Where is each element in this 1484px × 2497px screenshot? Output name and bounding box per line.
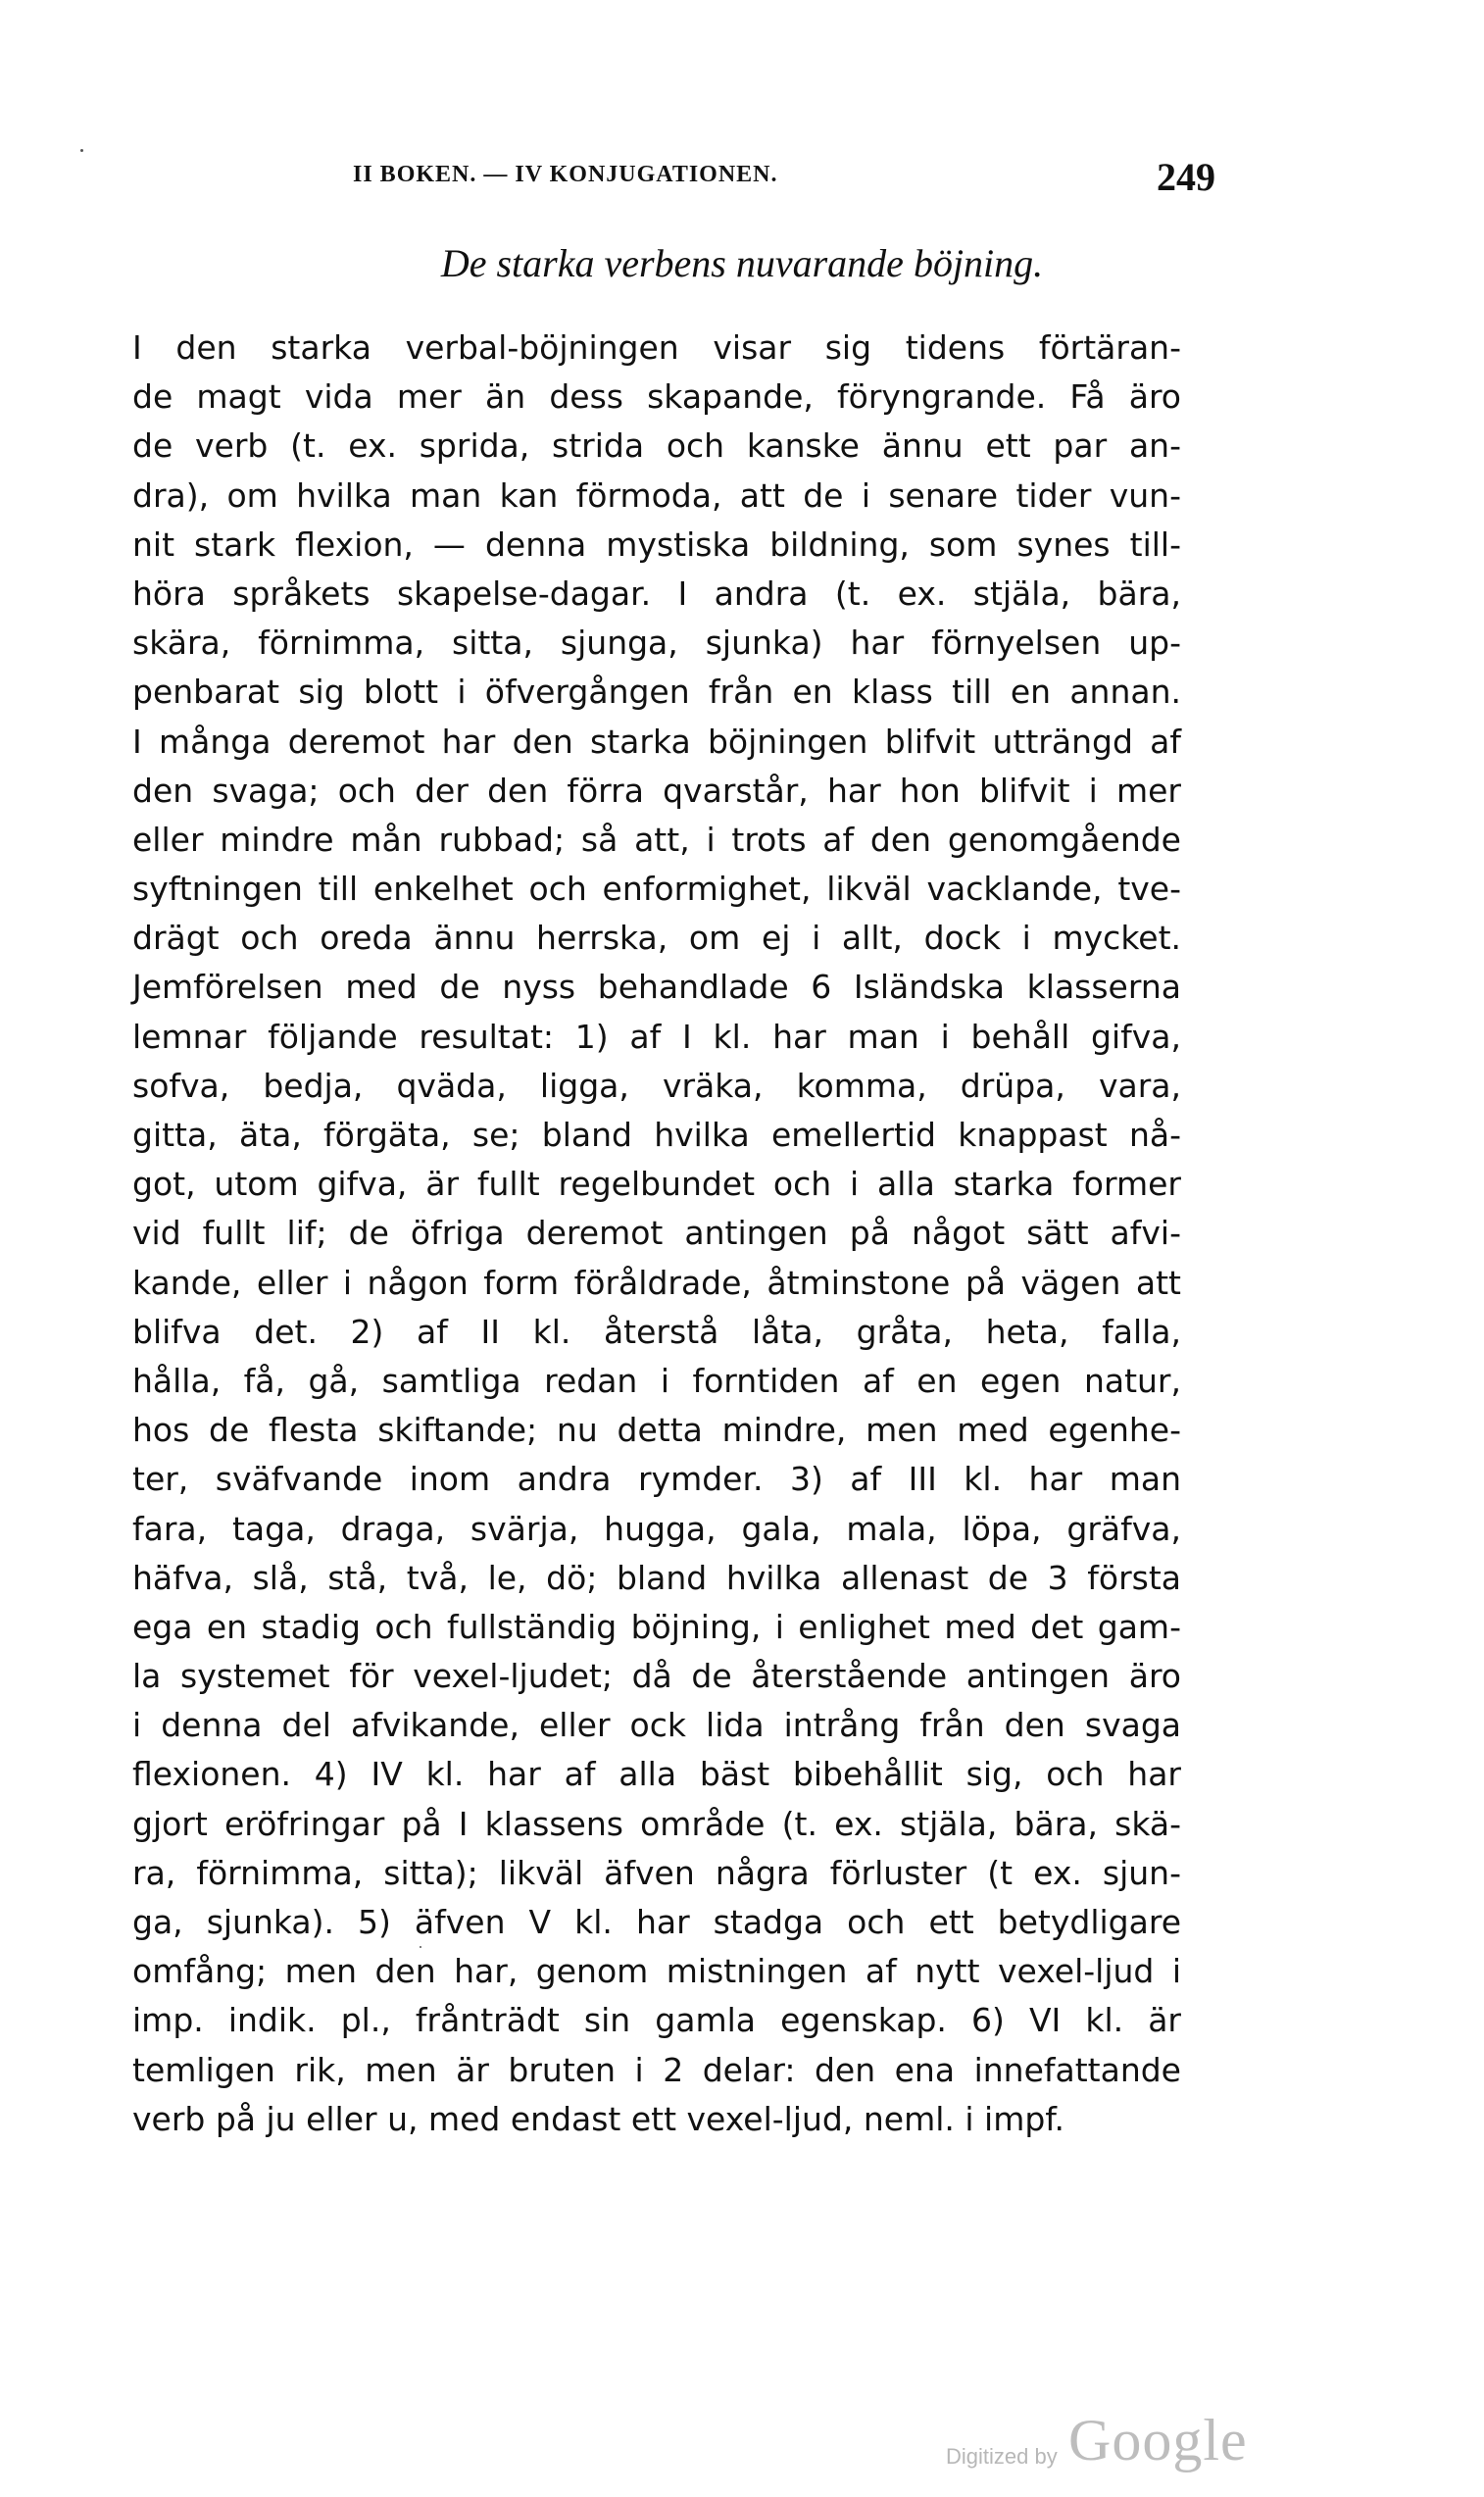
- text-line: gitta, äta, förgäta, se; bland hvilka emellertid knappast nå-: [132, 1116, 1181, 1154]
- text-line: flexionen. 4) IV kl. har af alla bäst bibehållit sig, och har: [132, 1755, 1181, 1794]
- text-line: drägt och oreda ännu herrska, om ej i allt, dock i mycket.: [132, 919, 1181, 958]
- text-line: hålla, få, gå, samtliga redan i forntiden af en egen natur,: [132, 1361, 1181, 1400]
- text-line: i denna del afvikande, eller ock lida intrång från den svaga: [132, 1706, 1181, 1745]
- text-line: sofva, bedja, qväda, ligga, vräka, komma, drüpa, vara,: [132, 1066, 1181, 1105]
- google-logo: Google: [1068, 2408, 1248, 2472]
- text-line: Jemförelsen med de nyss behandlade 6 Isländska klasserna: [132, 968, 1181, 1007]
- text-line: penbarat sig blott i öfvergången från en klass till en annan.: [132, 673, 1181, 712]
- text-line: de verb (t. ex. sprida, strida och kanske ännu ett par an-: [132, 426, 1181, 466]
- text-line: nit stark flexion, — denna mystiska bildning, som synes till-: [132, 524, 1181, 564]
- text-line: vid fullt lif; de öfriga deremot antingen på något sätt afvi-: [132, 1214, 1181, 1253]
- running-title: II BOKEN. — IV KONJUGATIONEN.: [353, 162, 778, 187]
- text-line: imp. indik. pl., frånträdt sin gamla egenskap. 6) VI kl. är: [132, 2001, 1181, 2040]
- text-line: verb på ju eller u, med endast ett vexel-ljud, neml. i impf.: [132, 2099, 1064, 2138]
- text-line: got, utom gifva, är fullt regelbundet och i alla starka former: [132, 1165, 1181, 1204]
- text-line: ga, sjunka). 5) äfven V kl. har stadga och ett betydligare: [132, 1903, 1181, 1941]
- body-text: [132, 324, 1181, 2144]
- text-line: syftningen till enkelhet och enformighet, likväl vacklande, tve-: [132, 870, 1181, 909]
- text-line: ra, förnimma, sitta); likväl äfven några förluster (t ex. sjun-: [132, 1853, 1181, 1892]
- text-line: ter, sväfvande inom andra rymder. 3) af III kl. har man: [132, 1460, 1181, 1499]
- text-line: hos de flesta skiftande; nu detta mindre, men med egenhe-: [132, 1411, 1181, 1450]
- text-line: de magt vida mer än dess skapande, föryngrande. Få äro: [132, 377, 1181, 417]
- text-line: höra språkets skapelse-dagar. I andra (t. ex. stjäla, bära,: [132, 574, 1181, 613]
- page-number: 249: [1157, 155, 1215, 199]
- digitized-by-watermark: [946, 2407, 1269, 2485]
- paper-speck: [420, 1946, 421, 1948]
- text-line: den svaga; och der den förra qvarstår, har hon blifvit i mer: [132, 771, 1181, 810]
- text-line: la systemet för vexel-ljudet; då de återstående antingen äro: [132, 1657, 1181, 1696]
- paper-speck: [80, 149, 83, 152]
- text-line: skära, förnimma, sitta, sjunga, sjunka) har förnyelsen up-: [132, 624, 1181, 663]
- text-line: lemnar följande resultat: 1) af I kl. har man i behåll gifva,: [132, 1017, 1181, 1056]
- running-header: [353, 155, 1215, 211]
- text-line: ega en stadig och fullständig böjning, i enlighet med det gam-: [132, 1607, 1181, 1646]
- text-line: gjort eröfringar på I klassens område (t. ex. stjäla, bära, skä-: [132, 1804, 1181, 1843]
- text-line: I den starka verbal-böjningen visar sig tidens förtäran-: [132, 328, 1181, 367]
- text-line: I många deremot har den starka böjningen blifvit utträngd af: [132, 722, 1181, 761]
- text-line: fara, taga, draga, svärja, hugga, gala, mala, löpa, gräfva,: [132, 1509, 1181, 1548]
- text-line: dra), om hvilka man kan förmoda, att de i senare tider vun-: [132, 475, 1181, 515]
- section-heading: De starka verbens nuvarande böjning.: [440, 241, 1044, 285]
- digitized-prefix: Digitized by: [946, 2444, 1058, 2469]
- text-line: häfva, slå, stå, två, le, dö; bland hvilka allenast de 3 första: [132, 1558, 1181, 1597]
- text-line: omfång; men den har, genom mistningen af nytt vexel-ljud i: [132, 1952, 1181, 1991]
- text-line: kande, eller i någon form föråldrade, åtminstone på vägen att: [132, 1263, 1181, 1302]
- text-line: temligen rik, men är bruten i 2 delar: den ena innefattande: [132, 2050, 1181, 2089]
- text-line: blifva det. 2) af II kl. återstå låta, gråta, heta, falla,: [132, 1312, 1181, 1351]
- text-line: eller mindre mån rubbad; så att, i trots af den genomgående: [132, 820, 1181, 859]
